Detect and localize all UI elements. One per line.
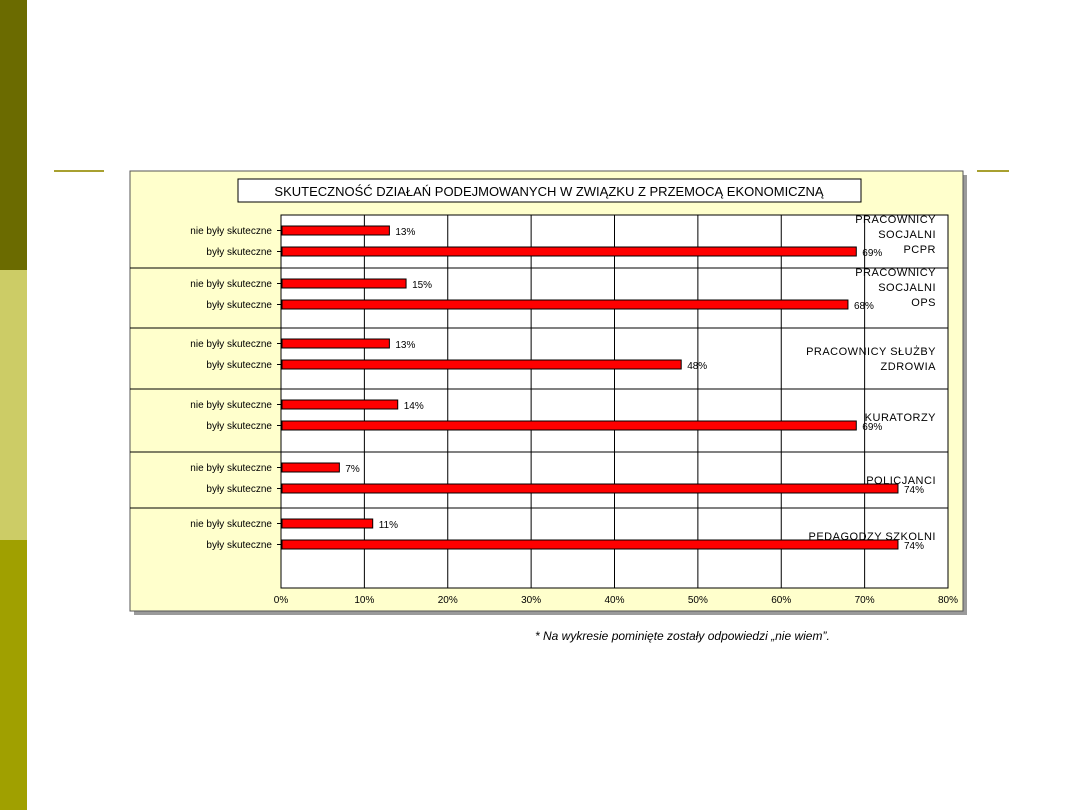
x-tick-label: 50% bbox=[687, 595, 708, 606]
category-label: nie były skuteczne bbox=[190, 339, 272, 350]
x-tick-label: 70% bbox=[854, 595, 875, 606]
data-label: 13% bbox=[395, 227, 416, 238]
category-label: były skuteczne bbox=[206, 247, 272, 258]
data-bar bbox=[282, 519, 373, 528]
x-tick-label: 10% bbox=[354, 595, 375, 606]
data-label: 11% bbox=[378, 520, 398, 531]
category-label: nie były skuteczne bbox=[190, 226, 272, 237]
chart-footnote: * Na wykresie pominięte zostały odpowiedzi „nie wiem”. bbox=[535, 629, 830, 643]
data-label: 14% bbox=[403, 401, 424, 412]
x-tick-label: 80% bbox=[937, 595, 959, 606]
x-tick-label: 0% bbox=[273, 595, 289, 606]
category-label: nie były skuteczne bbox=[190, 400, 272, 411]
group-label: PRACOWNICY SŁUŻBY bbox=[806, 346, 936, 358]
data-label: 48% bbox=[687, 361, 708, 372]
data-label: 15% bbox=[412, 280, 433, 291]
data-label: 74% bbox=[903, 485, 924, 496]
category-label: nie były skuteczne bbox=[190, 279, 272, 290]
category-label: nie były skuteczne bbox=[190, 519, 272, 530]
data-bar bbox=[282, 247, 856, 256]
group-label: PRACOWNICY bbox=[855, 214, 936, 226]
x-tick-label: 20% bbox=[437, 595, 458, 606]
group-label: SOCJALNI bbox=[878, 282, 936, 294]
data-bar bbox=[282, 540, 898, 549]
category-label: były skuteczne bbox=[206, 484, 272, 495]
x-tick-label: 60% bbox=[771, 595, 792, 606]
data-bar bbox=[282, 279, 406, 288]
data-bar bbox=[282, 360, 681, 369]
group-label: POLICJANCI bbox=[866, 475, 936, 487]
category-label: były skuteczne bbox=[206, 540, 272, 551]
chart-title: SKUTECZNOŚĆ DZIAŁAŃ PODEJMOWANYCH W ZWIĄZKU Z PRZEMOCĄ EKONOMICZNĄ bbox=[274, 184, 824, 199]
data-bar bbox=[282, 300, 848, 309]
data-bar bbox=[282, 463, 339, 472]
category-label: były skuteczne bbox=[206, 360, 272, 371]
data-bar bbox=[282, 226, 389, 235]
group-label: SOCJALNI bbox=[878, 229, 936, 241]
group-label: KURATORZY bbox=[864, 412, 936, 424]
category-label: były skuteczne bbox=[206, 300, 272, 311]
data-label: 13% bbox=[395, 340, 416, 351]
group-label: OPS bbox=[911, 297, 936, 309]
group-label: PRACOWNICY bbox=[855, 267, 936, 279]
data-label: 69% bbox=[862, 422, 883, 433]
data-bar bbox=[282, 484, 898, 493]
x-tick-label: 30% bbox=[521, 595, 542, 606]
group-label: PCPR bbox=[903, 244, 936, 256]
x-tick-label: 40% bbox=[604, 595, 625, 606]
group-label: PEDAGODZY SZKOLNI bbox=[808, 531, 936, 543]
data-label: 69% bbox=[862, 248, 883, 259]
group-label: ZDROWIA bbox=[880, 361, 936, 373]
category-label: były skuteczne bbox=[206, 421, 272, 432]
data-label: 7% bbox=[345, 464, 360, 475]
data-label: 68% bbox=[853, 301, 874, 312]
data-bar bbox=[282, 339, 389, 348]
data-bar bbox=[282, 421, 856, 430]
data-bar bbox=[282, 400, 398, 409]
category-label: nie były skuteczne bbox=[190, 463, 272, 474]
data-label: 74% bbox=[903, 541, 924, 552]
